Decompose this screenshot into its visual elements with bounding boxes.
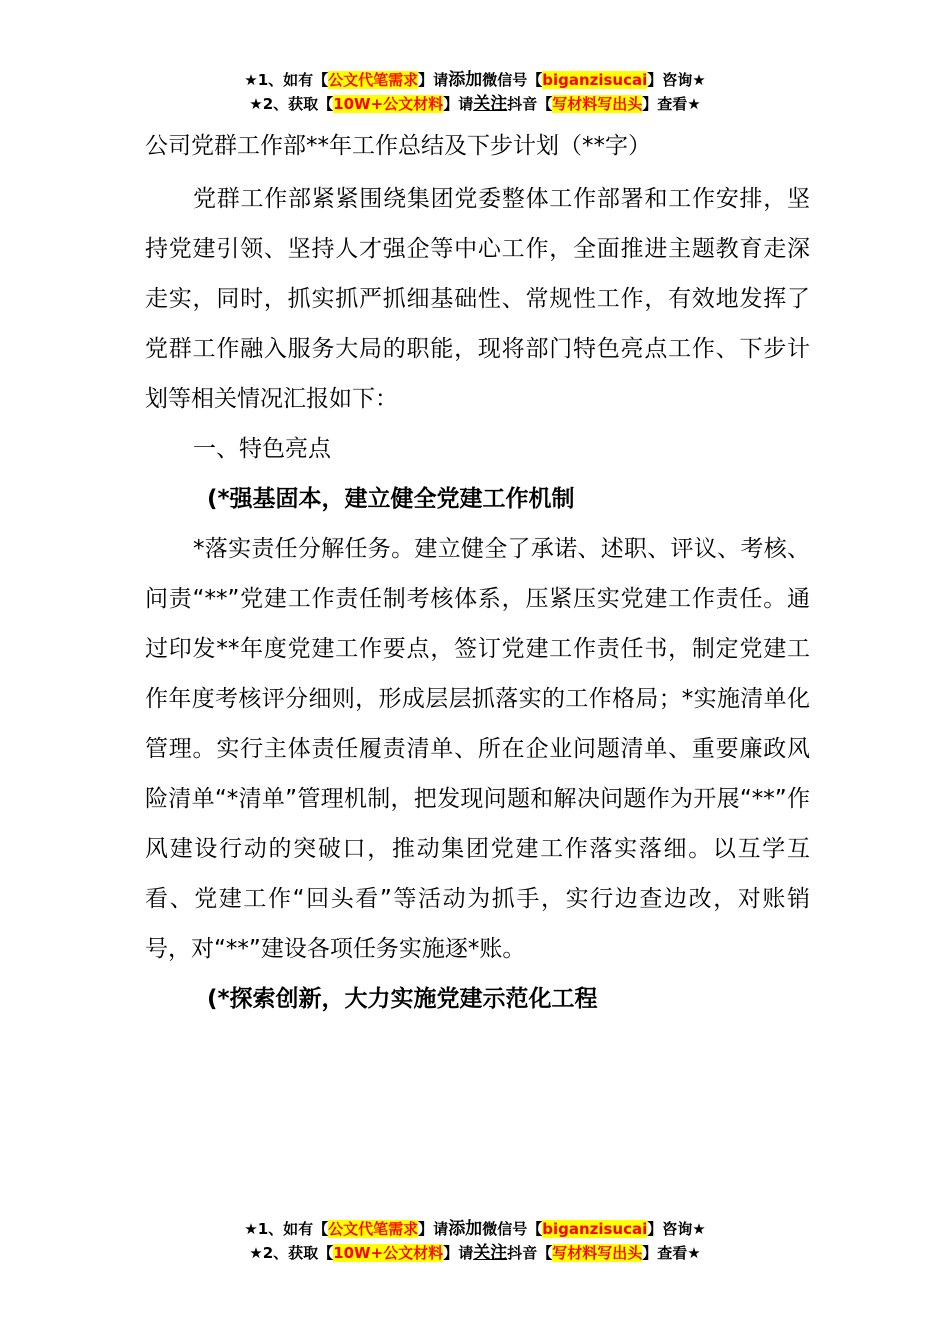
- promo-emphasis: 添加: [448, 70, 483, 90]
- promo-text: ★1、如有【: [244, 71, 329, 89]
- promo-highlight: 写材料写出头: [552, 95, 643, 113]
- promo-banner-bottom: [0, 1217, 950, 1265]
- promo-text: 微信号【: [482, 71, 543, 89]
- promo-text: 】请: [443, 95, 474, 113]
- promo-text: ★2、获取【: [249, 95, 334, 113]
- subsection-heading: (*强基固本，建立健全党建工作机制: [207, 486, 575, 512]
- promo-highlight: 10W+公文材料: [333, 95, 444, 113]
- promo-highlight: biganzisucai: [542, 1220, 648, 1238]
- promo-highlight: biganzisucai: [542, 71, 648, 89]
- promo-text: 】咨询★: [647, 71, 706, 89]
- promo-highlight: 写材料写出头: [552, 1244, 643, 1262]
- promo-text: 抖音【: [507, 95, 553, 113]
- promo-text: ★1、如有【: [244, 1220, 329, 1238]
- section-heading: 一、特色亮点: [193, 436, 331, 462]
- document-title: 公司党群工作部**年工作总结及下步计划（**字）: [145, 133, 651, 159]
- promo-text: 】请: [443, 1244, 474, 1262]
- promo-banner-top: [0, 68, 950, 116]
- promo-text: 】请: [418, 1220, 449, 1238]
- subsection-heading: (*探索创新，大力实施党建示范化工程: [207, 986, 598, 1012]
- promo-emphasis: 添加: [448, 1219, 483, 1239]
- intro-paragraph: 党群工作部紧紧围绕集团党委整体工作部署和工作安排，坚持党建引领、坚持人才强企等中心工作，全面推进主题教育走深走实，同时，抓实抓严抓细基础性、常规性工作，有效地发挥了党群工作融入服务大局的职能，现将部门特色亮点工作、下步计划等相关情况汇报如下：: [145, 186, 810, 412]
- promo-highlight: 公文代笔需求: [328, 71, 419, 89]
- promo-line-1: [0, 68, 950, 92]
- promo-text: 】查看★: [642, 1244, 701, 1262]
- document-body: [145, 128, 810, 1024]
- body-paragraph: *落实责任分解任务。建立健全了承诺、述职、评议、考核、问责“**”党建工作责任制考核体系，压紧压实党建工作责任。通过印发**年度党建工作要点，签订党建工作责任书，制定党建工作年度考核评分细则，形成层层抓落实的工作格局；*实施清单化管理。实行主体责任履责清单、所在企业问题清单、重要廉政风险清单“*清单”管理机制，把发现问题和解决问题作为开展“**”作风建设行动的突破口，推动集团党建工作落实落细。以互学互看、党建工作“回头看”等活动为抓手，实行边查边改，对账销号，对“**”建设各项任务实施逐*账。: [145, 536, 810, 962]
- promo-highlight: 公文代笔需求: [328, 1220, 419, 1238]
- promo-text: 】请: [418, 71, 449, 89]
- promo-text: 】咨询★: [647, 1220, 706, 1238]
- promo-text: ★2、获取【: [249, 1244, 334, 1262]
- promo-line-1: [0, 1217, 950, 1241]
- promo-text: 】查看★: [642, 95, 701, 113]
- promo-line-2: [0, 1241, 950, 1265]
- promo-line-2: [0, 92, 950, 116]
- promo-highlight: 10W+公文材料: [333, 1244, 444, 1262]
- promo-text: 微信号【: [482, 1220, 543, 1238]
- promo-emphasis: 关注: [473, 94, 508, 114]
- promo-emphasis: 关注: [473, 1243, 508, 1263]
- promo-text: 抖音【: [507, 1244, 553, 1262]
